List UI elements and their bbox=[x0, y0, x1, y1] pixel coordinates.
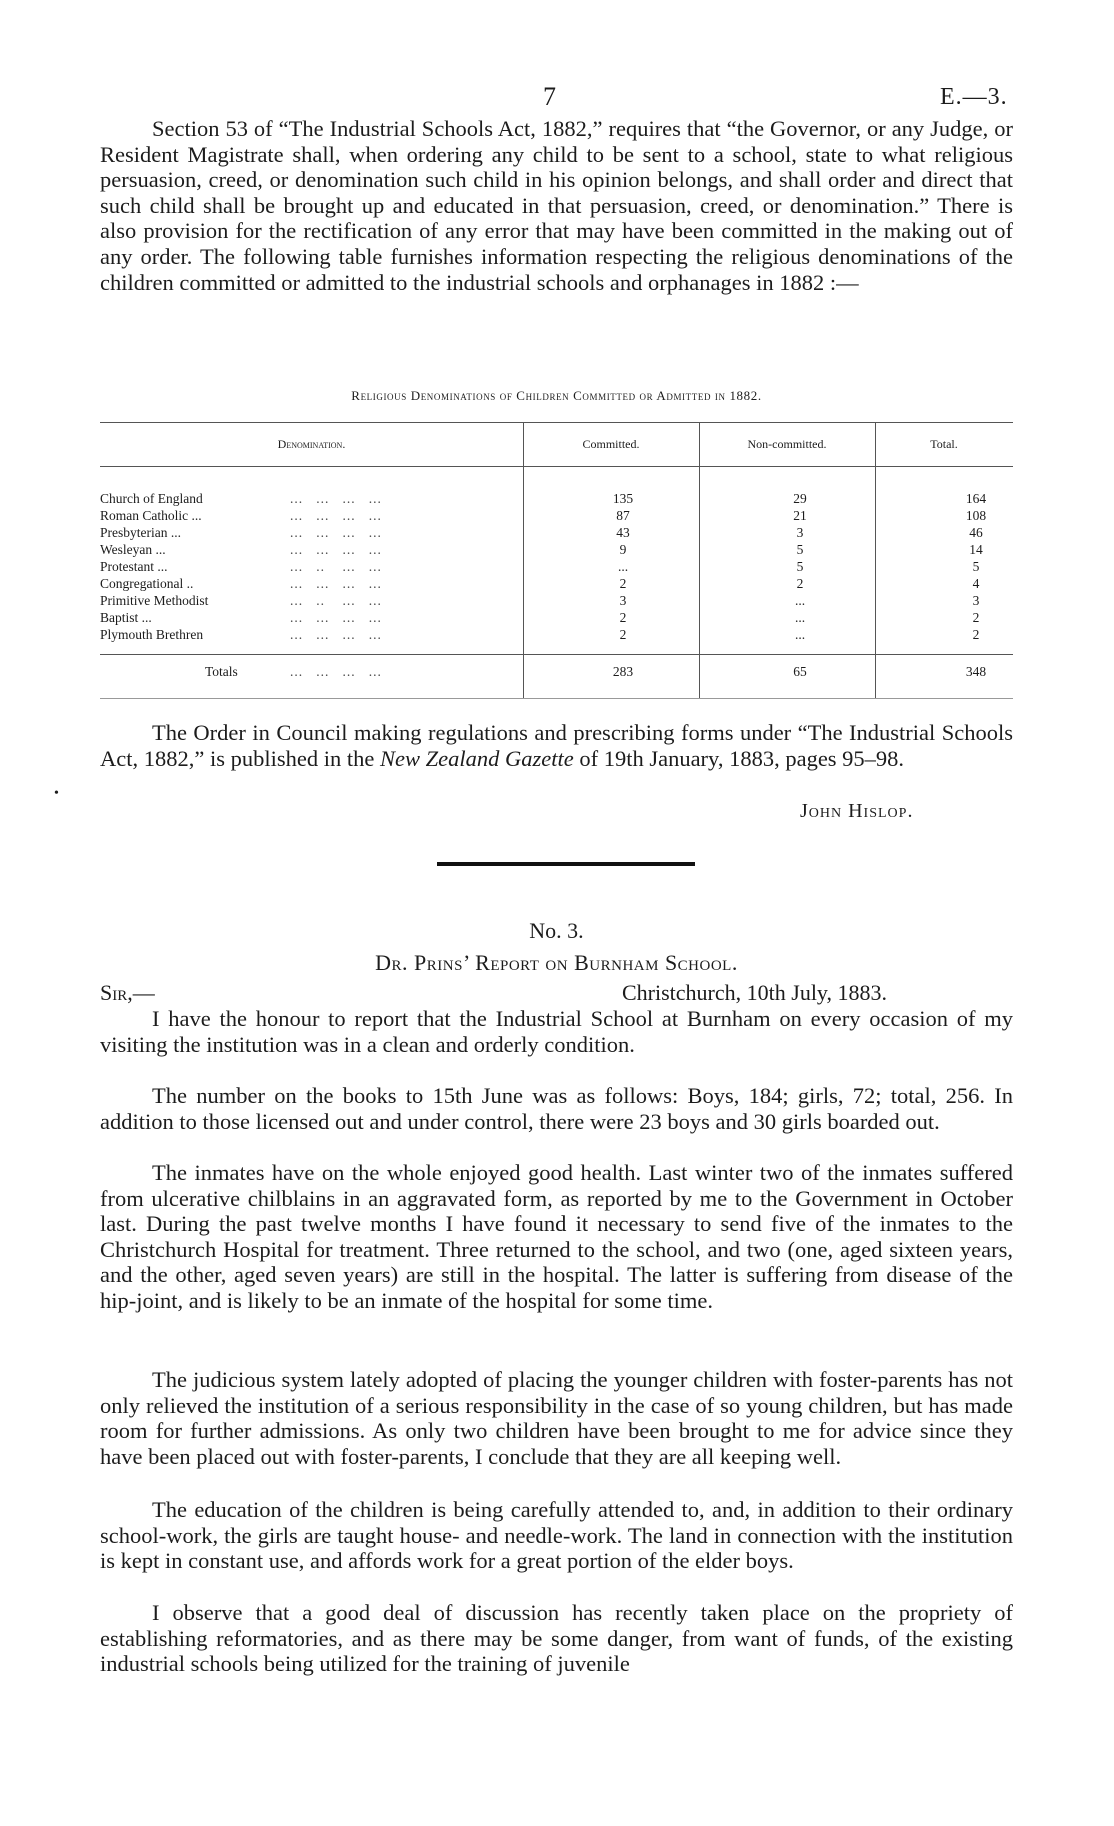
table-header-rule bbox=[100, 466, 1013, 467]
table-caption: Religious Denominations of Children Committed or Admitted in 1882. bbox=[351, 388, 762, 403]
row-name: Congregational .. bbox=[100, 576, 194, 591]
row-non-committed: 21 bbox=[793, 508, 807, 523]
row-committed: 2 bbox=[619, 610, 627, 625]
row-total: 2 bbox=[972, 627, 980, 642]
row-leader: ... ... ... ... bbox=[290, 627, 382, 642]
table-row bbox=[100, 575, 1013, 592]
intro-paragraph: Section 53 of “The Industrial Schools Act, 1882,” requires that “the Governor, or any Judge, or Resident Magistrate shall, when ordering any child to be sent to a school, state to what religious persuasion, creed, or denomination such child in his opinion belongs, and shall order and direct that such child shall be brought up and educated in that persuasion, creed, or denomination.” There is also provision for the rectification of any error that may have been committed in the making out of any order. The following table furnishes information respecting the religious denominations of the children committed or admitted to the industrial schools and orphanages in 1882 :— bbox=[100, 116, 1013, 295]
row-leader: ... ... ... ... bbox=[290, 491, 382, 506]
row-total: 4 bbox=[972, 576, 980, 591]
row-total: 108 bbox=[965, 508, 987, 523]
row-leader: ... ... ... ... bbox=[290, 610, 382, 625]
row-total: 5 bbox=[972, 559, 980, 574]
header-committed: Committed. bbox=[582, 437, 640, 451]
row-committed: 87 bbox=[616, 508, 630, 523]
row-committed: 135 bbox=[612, 491, 634, 506]
row-leader: ... ... ... ... bbox=[290, 508, 382, 523]
totals-row bbox=[100, 663, 1013, 680]
totals-non-committed: 65 bbox=[793, 664, 807, 679]
row-total: 164 bbox=[965, 491, 987, 506]
place-date: Christchurch, 10th July, 1883. bbox=[622, 980, 887, 1005]
table-row bbox=[100, 541, 1013, 558]
row-committed: 2 bbox=[619, 576, 627, 591]
document-code: E.—3. bbox=[940, 84, 1008, 110]
table-row bbox=[100, 609, 1013, 626]
row-committed: ... bbox=[617, 559, 629, 574]
table-totals-rule bbox=[100, 654, 1013, 655]
table-bottom-rule bbox=[100, 698, 1013, 699]
row-total: 2 bbox=[972, 610, 980, 625]
page-number: 7 bbox=[543, 82, 556, 111]
row-non-committed: 29 bbox=[793, 491, 807, 506]
row-total: 14 bbox=[969, 542, 983, 557]
totals-committed: 283 bbox=[612, 664, 634, 679]
section-divider bbox=[437, 862, 695, 866]
order-note-text-end: of 19th January, 1883, pages 95–98. bbox=[573, 745, 905, 771]
row-non-committed: ... bbox=[794, 627, 806, 642]
row-name: Primitive Methodist bbox=[100, 593, 209, 608]
row-leader: ... ... ... ... bbox=[290, 542, 382, 557]
report-paragraph: I observe that a good deal of discussion has recently taken place on the propriety of establishing reformatories, and as there may be some danger, from want of funds, of the existing industrial schools being utilized for the training of juvenile bbox=[100, 1600, 1013, 1677]
order-note-text: The Order in Council making regulations and prescribing forms under “The Industrial Schools Act, 1882,” is published in the bbox=[100, 720, 1013, 771]
report-paragraph: The judicious system lately adopted of placing the younger children with foster-parents has not only relieved the institution of a serious responsibility in the case of so young children, but has made room for further admissions. As only two children have been brought to me for advice since they have been placed out with foster-parents, I conclude that they are all keeping well. bbox=[100, 1367, 1013, 1469]
row-total: 46 bbox=[969, 525, 983, 540]
table-top-rule bbox=[100, 422, 1013, 423]
header-denomination: Denomination. bbox=[277, 437, 346, 451]
row-name: Plymouth Brethren bbox=[100, 627, 204, 642]
row-name: Roman Catholic ... bbox=[100, 508, 202, 523]
report-paragraph: The inmates have on the whole enjoyed good health. Last winter two of the inmates suffered from ulcerative chilblains in an aggravated form, as reported by me to the Government in October last. During the past twelve months I have found it necessary to send five of the inmates to the Christchurch Hospital for treatment. Three returned to the school, and two (one, aged sixteen years, and the other, aged seven years) are still in the hospital. The latter is suffering from disease of the hip-joint, and is likely to be an inmate of the hospital for some time. bbox=[100, 1160, 1013, 1313]
row-non-committed: 3 bbox=[796, 525, 804, 540]
row-committed: 9 bbox=[619, 542, 627, 557]
row-name: Protestant ... bbox=[100, 559, 168, 574]
table-row bbox=[100, 524, 1013, 541]
row-name: Presbyterian ... bbox=[100, 525, 181, 540]
table-row bbox=[100, 490, 1013, 507]
row-name: Church of England bbox=[100, 491, 203, 506]
report-paragraph: The number on the books to 15th June was as follows: Boys, 184; girls, 72; total, 256. In addition to those licensed out and under control, there were 23 boys and 30 girls boarded out. bbox=[100, 1083, 1013, 1134]
table-row bbox=[100, 626, 1013, 643]
report-paragraph: I have the honour to report that the Industrial School at Burnham on every occasion of my visiting the institution was in a clean and orderly condition. bbox=[100, 1006, 1013, 1057]
order-note-paragraph bbox=[100, 720, 1013, 771]
row-leader: ... ... ... ... bbox=[290, 525, 382, 540]
row-leader: ... .. ... ... bbox=[290, 593, 382, 608]
row-leader: ... ... ... ... bbox=[290, 576, 382, 591]
header-non-committed: Non-committed. bbox=[747, 437, 827, 451]
totals-leader: ... ... ... ... bbox=[290, 664, 382, 679]
row-committed: 3 bbox=[619, 593, 627, 608]
report-paragraph: The education of the children is being carefully attended to, and, in addition to their ordinary school-work, the girls are taught house- and needle-work. The land in connection with the institution is kept in constant use, and affords work for a great portion of the elder boys. bbox=[100, 1497, 1013, 1574]
report-title: Dr. Prins’ Report on Burnham School. bbox=[375, 950, 738, 975]
row-name: Wesleyan ... bbox=[100, 542, 166, 557]
totals-label: Totals bbox=[205, 664, 238, 679]
gazette-title: New Zealand Gazette bbox=[379, 745, 574, 771]
totals-total: 348 bbox=[965, 664, 987, 679]
row-leader: ... .. ... ... bbox=[290, 559, 382, 574]
row-non-committed: ... bbox=[794, 593, 806, 608]
row-committed: 2 bbox=[619, 627, 627, 642]
salutation: Sir,— bbox=[100, 980, 155, 1005]
report-number: No. 3. bbox=[529, 918, 584, 943]
header-total: Total. bbox=[930, 437, 958, 451]
row-committed: 43 bbox=[616, 525, 630, 540]
margin-mark: • bbox=[54, 786, 59, 801]
signature: John Hislop. bbox=[800, 800, 914, 822]
row-non-committed: ... bbox=[794, 610, 806, 625]
table-row bbox=[100, 592, 1013, 609]
row-non-committed: 5 bbox=[796, 542, 804, 557]
row-non-committed: 2 bbox=[796, 576, 804, 591]
table-row bbox=[100, 558, 1013, 575]
table-row bbox=[100, 507, 1013, 524]
row-name: Baptist ... bbox=[100, 610, 152, 625]
row-total: 3 bbox=[972, 593, 980, 608]
row-non-committed: 5 bbox=[796, 559, 804, 574]
